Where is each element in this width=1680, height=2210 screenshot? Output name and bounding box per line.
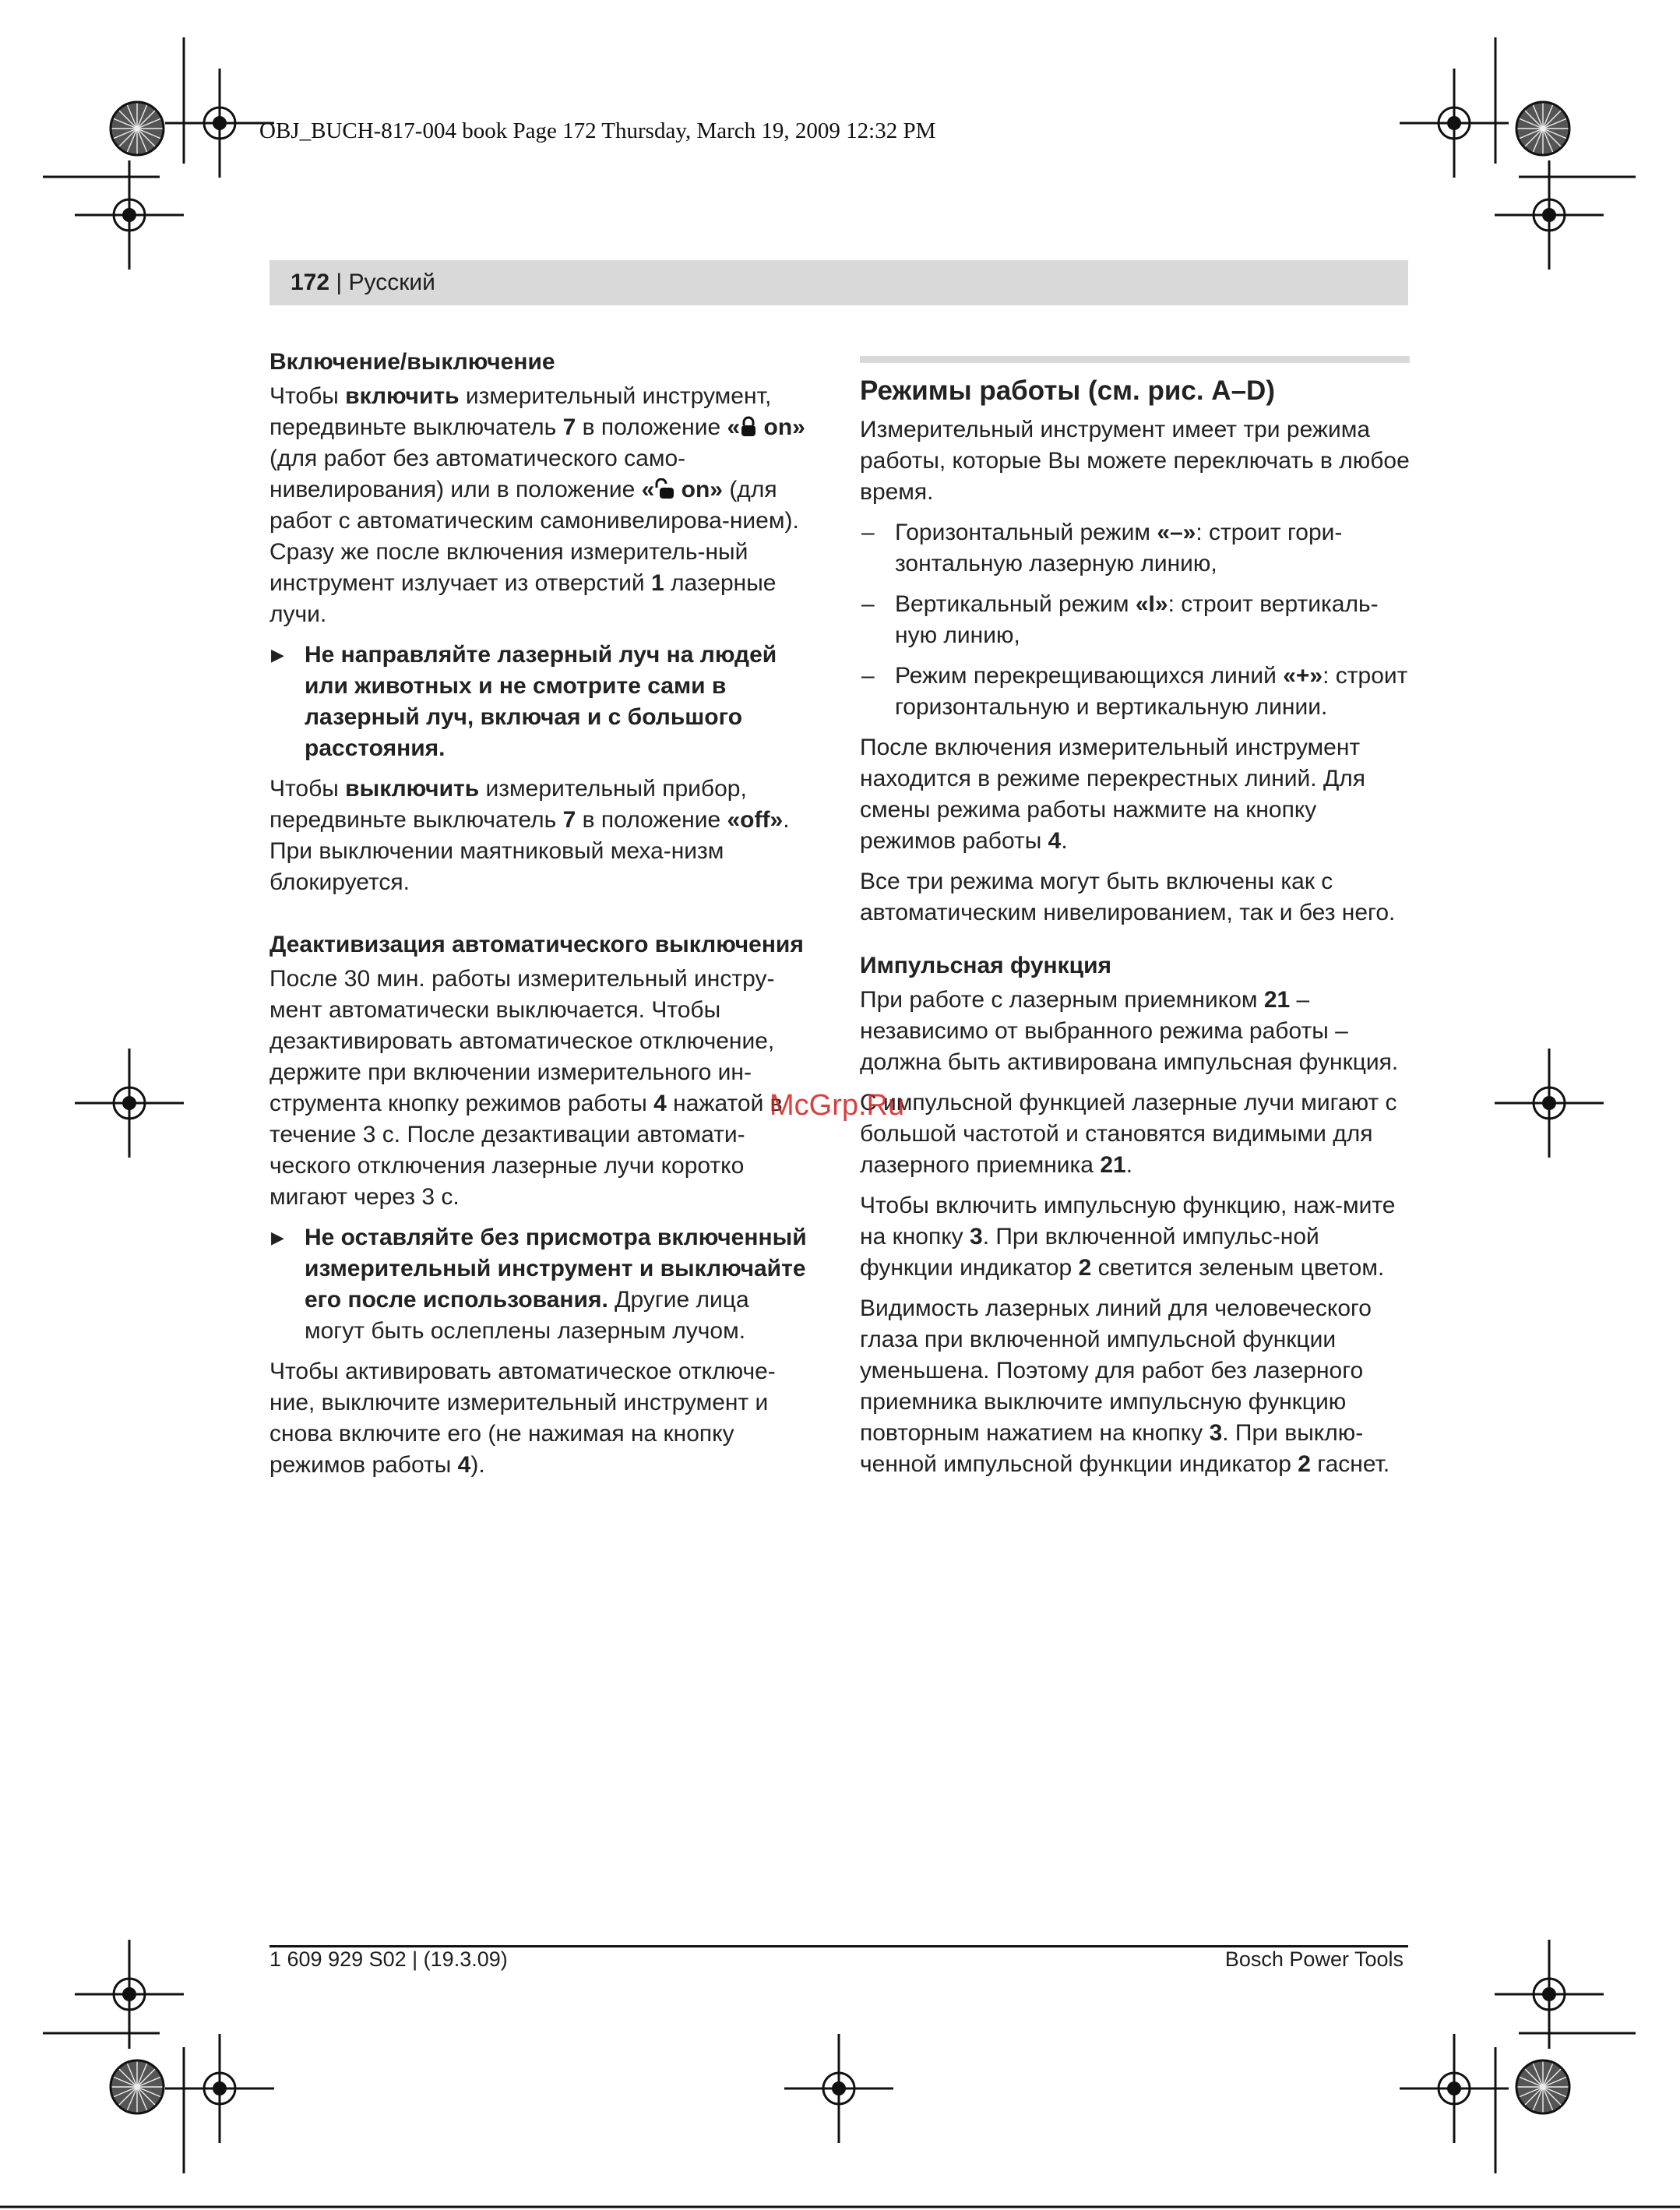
crosshair-icon [75, 1049, 184, 1158]
watermark: McGrp.Ru [770, 1089, 905, 1122]
padlock-closed-icon [740, 416, 757, 438]
paragraph: Измерительный инструмент имеет три режима работы, которые Вы можете переключать в любое время. [860, 417, 1410, 505]
paragraph: При работе с лазерным приемником 21 – независимо от выбранного режима работы – должна быть активирована импульсная функция. [860, 987, 1399, 1075]
safety-warning: ▶ Не направляйте лазерный луч на людей или животных и не смотрите сами в лазерный луч, включая и с большого расстояния. [269, 640, 815, 764]
paragraph: Чтобы включить измерительный инструмент, передвиньте выключатель 7 в положение « on» (для работ без автоматического само-нивелирования) или в положение « on» (для работ с автоматическим самонивелирова-нием). Сразу же после включения измеритель-ный инструмент излучает из отверстий 1 лазерные лучи. [269, 383, 805, 627]
safety-warning: ▶ Не оставляйте без присмотра включенный измерительный инструмент и выключайте его после использования. Другие лица могут быть ослеплены лазерным лучом. [269, 1222, 815, 1347]
padlock-open-icon [654, 478, 674, 500]
paragraph: Видимость лазерных линий для человеческого глаза при включенной импульсной функции уменьшена. Поэтому для работ без лазерного приемника выключите импульсную функцию повторным нажатием на кнопку 3. При выклю-ченной импульсной функции индикатор 2 гаснет. [860, 1295, 1390, 1477]
paragraph: Все три режима могут быть включены как с автоматическим нивелированием, так и без него. [860, 869, 1396, 925]
crosshair-icon [784, 2034, 893, 2143]
right-column [860, 356, 1410, 1489]
section-heading-auto-shutoff: Деактивизация автоматического выключения [269, 932, 804, 957]
list-item: – Режим перекрещивающихся линий «+»: строит горизонтальную и вертикальную линии. [860, 661, 1410, 723]
crosshair-icon [1400, 2034, 1509, 2143]
crosshair-icon [165, 69, 274, 178]
header-separator: | [329, 270, 349, 295]
page-header-bar [269, 260, 1408, 305]
registration-rosette-icon [111, 2060, 164, 2113]
header-language: Русский [348, 270, 435, 295]
paragraph: Чтобы выключить измерительный прибор, передвиньте выключатель 7 в положение «off». При выключении маятниковый меха-низм блокируется. [269, 776, 790, 895]
crosshair-icon [1400, 69, 1509, 178]
list-item: – Горизонтальный режим «–»: строит гори-зонтальную лазерную линию, [860, 517, 1410, 580]
section-heading-switching: Включение/выключение [269, 349, 555, 375]
print-job-header: OBJ_BUCH-817-004 book Page 172 Thursday, March 19, 2009 12:32 PM [259, 118, 936, 143]
list-item: – Вертикальный режим «I»: строит вертикаль-ную линию, [860, 589, 1410, 651]
section-heading-operating-modes: Режимы работы (см. рис. A–D) [860, 356, 1410, 408]
footer-brand: Bosch Power Tools [1224, 1947, 1404, 1971]
left-column [269, 347, 815, 1490]
paragraph: Чтобы активировать автоматическое отключе-ние, выключите измерительный инструмент и снова включите его (не нажимая на кнопку режимов работы 4). [269, 1359, 776, 1478]
footer-document-code: 1 609 929 S02 | (19.3.09) [269, 1947, 508, 1971]
registration-rosette-icon [1516, 102, 1569, 155]
page-number: 172 [291, 270, 330, 295]
paragraph: С импульсной функцией лазерные лучи мигают с большой частотой и становятся видимыми для лазерного приемника 21. [860, 1090, 1397, 1178]
crosshair-icon [165, 2034, 274, 2143]
paragraph: После включения измерительный инструмент находится в режиме перекрестных линий. Для смены режима работы нажмите на кнопку режимов работы 4. [860, 735, 1366, 854]
crosshair-icon [1495, 1049, 1604, 1158]
section-heading-pulse-function: Импульсная функция [860, 953, 1112, 978]
registration-rosette-icon [111, 102, 164, 155]
registration-rosette-icon [1516, 2060, 1569, 2113]
paragraph: После 30 мин. работы измерительный инстру-мент автоматически выключается. Чтобы дезактивировать автоматическое отключение, держите при включении измерительного ин-струмента кнопку режимов работы 4 нажатой в течение 3 с. После дезактивации автомати-ческого отключения лазерные лучи коротко мигают через 3 с. [269, 966, 783, 1210]
paragraph: Чтобы включить импульсную функцию, наж-мите на кнопку 3. При включенной импульс-ной функции индикатор 2 светится зеленым цветом. [860, 1193, 1396, 1281]
